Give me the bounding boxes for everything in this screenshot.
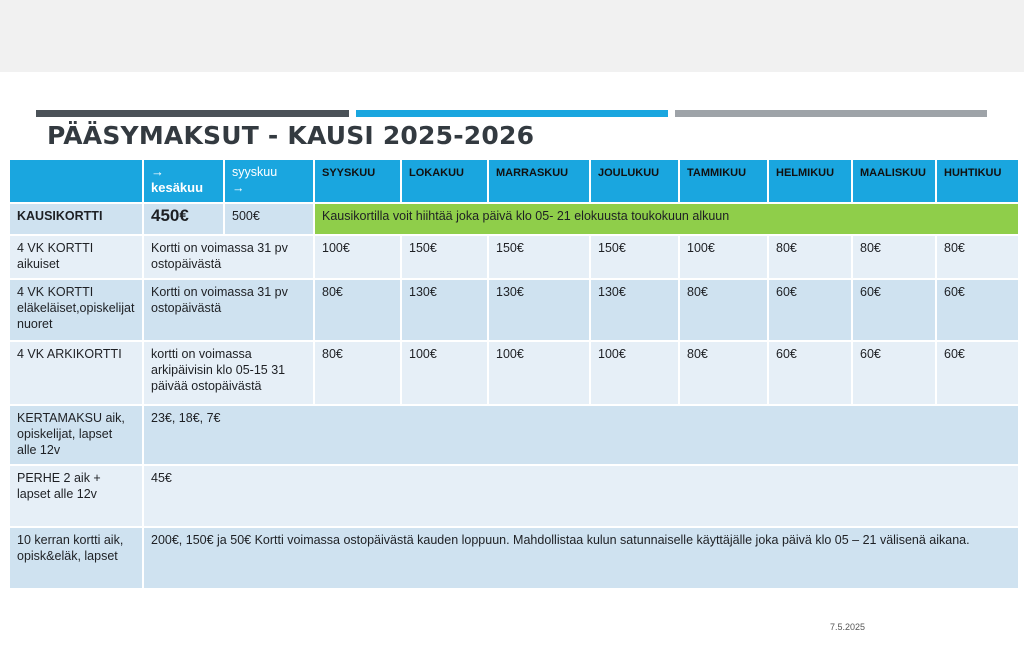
season-note: Kausikortilla voit hiihtää joka päivä klo 05- 21 elokuusta toukokuun alkuun (314, 203, 1019, 235)
price-cell: 60€ (936, 279, 1019, 341)
page-title: PÄÄSYMAKSUT - KAUSI 2025-2026 (47, 121, 535, 150)
col-kesakuu-label: kesäkuu (151, 180, 204, 195)
price-cell: 80€ (936, 235, 1019, 279)
row-value: 45€ (143, 465, 1019, 527)
row-label: 4 VK KORTTI aikuiset (9, 235, 143, 279)
row-label: KAUSIKORTTI (9, 203, 143, 235)
price-cell: 130€ (488, 279, 590, 341)
price-cell: 80€ (314, 279, 401, 341)
top-band (0, 0, 1024, 72)
price-cell: 80€ (852, 235, 936, 279)
row-label: KERTAMAKSU aik, opiskelijat, lapset alle 12v (9, 405, 143, 465)
row-label: 4 VK KORTTI eläkeläiset,opiskelijat nuoret (9, 279, 143, 341)
row-value: 23€, 18€, 7€ (143, 405, 1019, 465)
col-month: JOULUKUU (590, 159, 679, 203)
price-cell: 80€ (314, 341, 401, 405)
price-cell: 60€ (768, 279, 852, 341)
row-desc: Kortti on voimassa 31 pv ostopäivästä (143, 235, 314, 279)
price-cell: 80€ (679, 279, 768, 341)
price-cell: 130€ (401, 279, 488, 341)
table-row-perhe (9, 465, 1019, 527)
row-desc: kortti on voimassa arkipäivisin klo 05-15 31 päivää ostopäivästä (143, 341, 314, 405)
price-cell: 60€ (936, 341, 1019, 405)
row-value: 200€, 150€ ja 50€ Kortti voimassa ostopäivästä kauden loppuun. Mahdollistaa kulun satunnaiselle käyttäjälle joka päivä klo 05 – 21 välisenä aikana. (143, 527, 1019, 589)
price-cell: 80€ (679, 341, 768, 405)
col-month: TAMMIKUU (679, 159, 768, 203)
col-month: HELMIKUU (768, 159, 852, 203)
row-desc: Kortti on voimassa 31 pv ostopäivästä (143, 279, 314, 341)
table-row (9, 341, 1019, 405)
price-cell: 60€ (852, 341, 936, 405)
price-cell: 150€ (401, 235, 488, 279)
accent-bar-blue (356, 110, 668, 117)
table-row-10-kerran (9, 527, 1019, 589)
accent-bar-gray (675, 110, 987, 117)
price-cell: 150€ (590, 235, 679, 279)
header-row (9, 159, 1019, 203)
row-label: 10 kerran kortti aik, opisk&eläk, lapset (9, 527, 143, 589)
table-row (9, 279, 1019, 341)
col-syyskuu-label: syyskuu (232, 165, 278, 179)
footer-date: 7.5.2025 (830, 622, 866, 632)
row-label: PERHE 2 aik + lapset alle 12v (9, 465, 143, 527)
arrow-icon: → (151, 164, 164, 179)
price-early: 450€ (143, 203, 224, 235)
col-month: MAALISKUU (852, 159, 936, 203)
price-cell: 100€ (679, 235, 768, 279)
price-cell: 130€ (590, 279, 679, 341)
col-syyskuu (224, 159, 314, 203)
table-row (9, 235, 1019, 279)
price-cell: 100€ (488, 341, 590, 405)
col-kesakuu (143, 159, 224, 203)
col-month: MARRASKUU (488, 159, 590, 203)
col-month: SYYSKUU (314, 159, 401, 203)
accent-bar-dark (36, 110, 349, 117)
price-late: 500€ (224, 203, 314, 235)
price-table (8, 158, 1020, 590)
price-cell: 100€ (314, 235, 401, 279)
arrow-icon: → (232, 181, 245, 195)
table-row-kertamaksu (9, 405, 1019, 465)
price-cell: 100€ (401, 341, 488, 405)
price-cell: 150€ (488, 235, 590, 279)
price-cell: 60€ (852, 279, 936, 341)
header-empty-cell (9, 159, 143, 203)
col-month: LOKAKUU (401, 159, 488, 203)
col-month: HUHTIKUU (936, 159, 1019, 203)
table-row-kausikortti (9, 203, 1019, 235)
row-label: 4 VK ARKIKORTTI (9, 341, 143, 405)
price-cell: 100€ (590, 341, 679, 405)
price-cell: 60€ (768, 341, 852, 405)
price-cell: 80€ (768, 235, 852, 279)
